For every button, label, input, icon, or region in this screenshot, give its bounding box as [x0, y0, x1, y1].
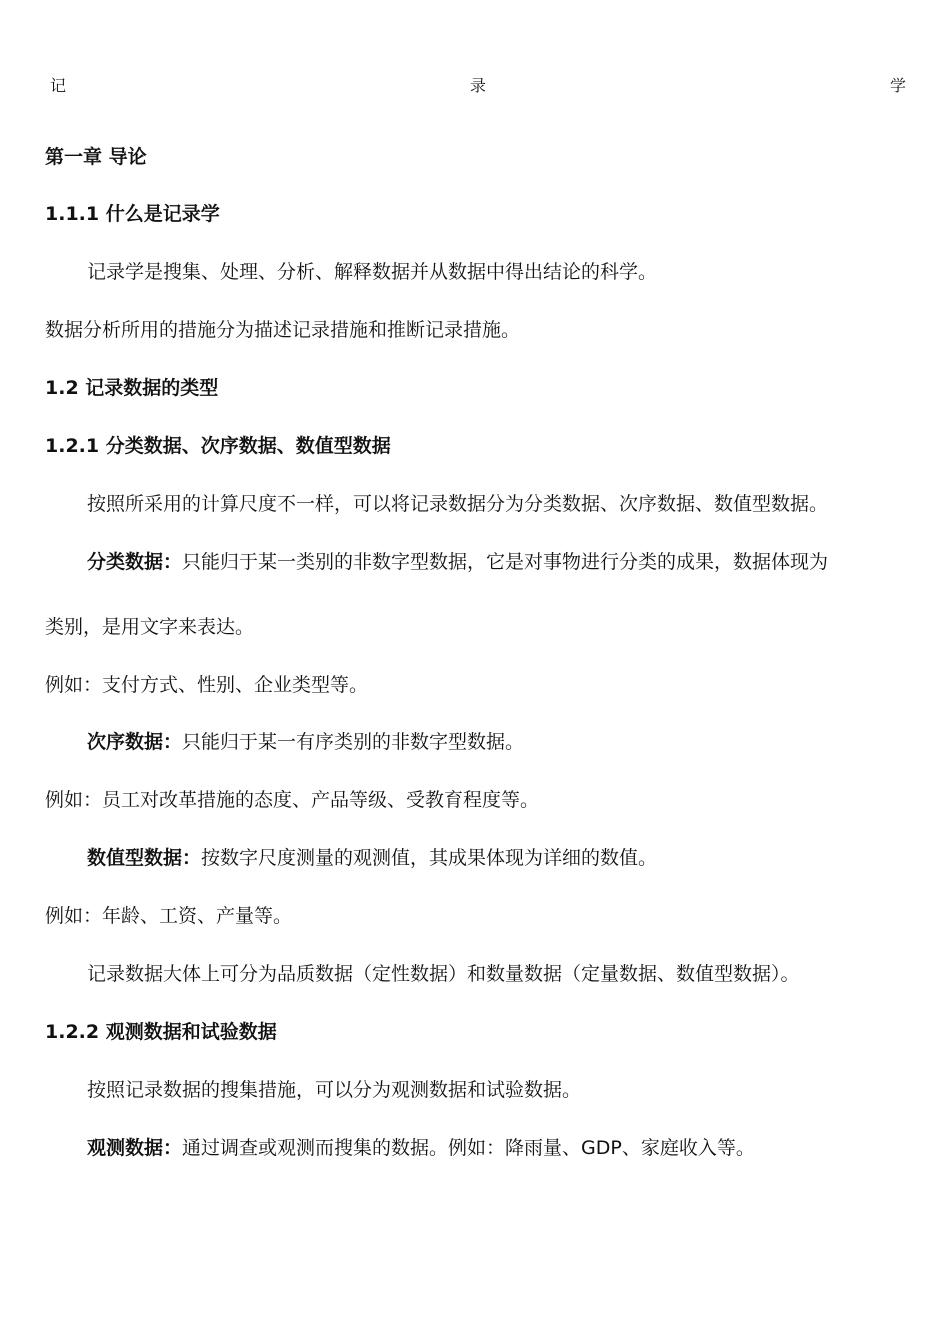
term-label: 观测数据：: [87, 1137, 183, 1159]
chapter-title: 第一章 导论: [45, 146, 147, 168]
document-title: [50, 72, 906, 96]
example-line: 例如：支付方式、性别、企业类型等。: [45, 674, 369, 696]
definition-text: 只能归于某一有序类别的非数字型数据。: [182, 731, 525, 753]
paragraph: 数据分析所用的措施分为描述记录措施和推断记录措施。: [45, 319, 521, 341]
definition-text: 通过调查或观测而搜集的数据。例如：降雨量、GDP、家庭收入等。: [182, 1137, 755, 1159]
section-heading-1-1-1: 1.1.1 什么是记录学: [45, 203, 220, 225]
example-line: 例如：员工对改革措施的态度、产品等级、受教育程度等。: [45, 789, 540, 811]
section-heading-1-2: 1.2 记录数据的类型: [45, 377, 219, 399]
paragraph: 记录学是搜集、处理、分析、解释数据并从数据中得出结论的科学。: [87, 261, 658, 283]
title-char-1: 记: [50, 75, 67, 95]
definition-numeric: [87, 845, 657, 871]
section-heading-1-2-2: 1.2.2 观测数据和试验数据: [45, 1021, 277, 1043]
term-label: 分类数据：: [87, 551, 183, 573]
term-label: 数值型数据：: [87, 847, 202, 869]
title-char-3: 学: [889, 75, 906, 95]
term-label: 次序数据：: [87, 731, 183, 753]
definition-categorical: [87, 549, 828, 575]
example-line: 例如：年龄、工资、产量等。: [45, 905, 293, 927]
paragraph: 按照记录数据的搜集措施，可以分为观测数据和试验数据。: [87, 1079, 582, 1101]
definition-ordinal: [87, 729, 524, 755]
definition-text: 只能归于某一类别的非数字型数据，它是对事物进行分类的成果，数据体现为: [182, 551, 829, 573]
paragraph-continuation: 类别，是用文字来表达。: [45, 616, 255, 638]
title-char-2: 录: [469, 75, 486, 95]
paragraph: 按照所采用的计算尺度不一样，可以将记录数据分为分类数据、次序数据、数值型数据。: [87, 493, 829, 515]
section-heading-1-2-1: 1.2.1 分类数据、次序数据、数值型数据: [45, 435, 391, 457]
definition-text: 按数字尺度测量的观测值，其成果体现为详细的数值。: [201, 847, 658, 869]
paragraph: 记录数据大体上可分为品质数据（定性数据）和数量数据（定量数据、数值型数据）。: [87, 963, 800, 985]
definition-observed: [87, 1135, 755, 1161]
